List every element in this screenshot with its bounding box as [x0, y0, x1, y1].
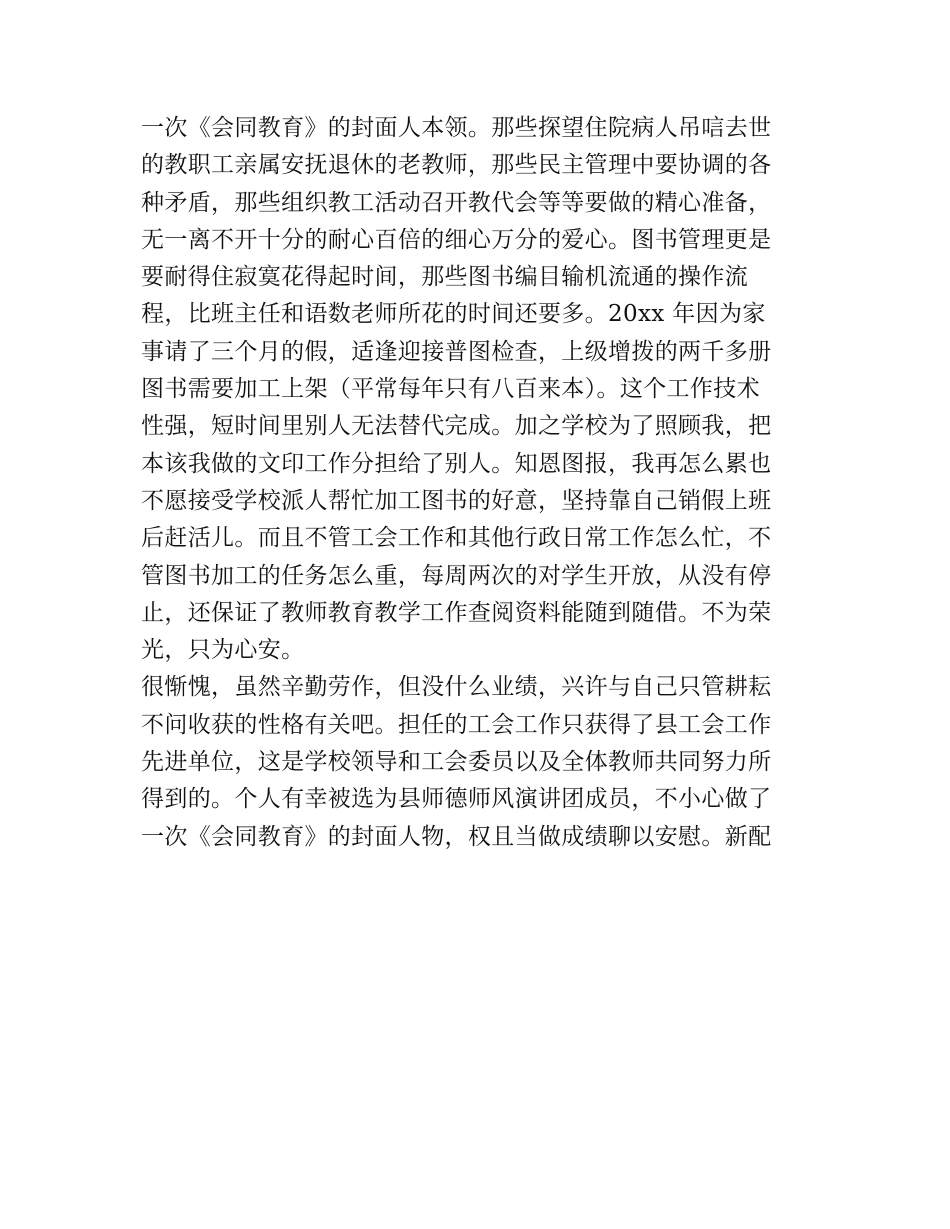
- text-line: 管图书加工的任务怎么重，每周两次的对学生开放，从没有停: [141, 562, 772, 589]
- text-line: 不问收获的性格有关吧。担任的工会工作只获得了县工会工作: [141, 711, 772, 738]
- text-line: 种矛盾，那些组织教工活动召开教代会等等要做的精心准备，: [141, 189, 772, 216]
- paragraph-2: [141, 669, 821, 855]
- text-line: 一次《会同教育》的封面人物，权且当做成绩聊以安慰。新配: [141, 823, 772, 850]
- text-line: 本该我做的文印工作分担给了别人。知恩图报，我再怎么累也: [141, 450, 772, 477]
- text-line: 止，还保证了教师教育教学工作查阅资料能随到随借。不为荣: [141, 599, 772, 626]
- text-line: 不愿接受学校派人帮忙加工图书的好意，坚持靠自己销假上班: [141, 487, 772, 514]
- paragraph-1: [141, 110, 821, 669]
- text-line: 图书需要加工上架（平常每年只有八百来本）。这个工作技术: [141, 376, 760, 403]
- text-line: 得到的。个人有幸被选为县师德师风演讲团成员，不小心做了: [141, 786, 772, 813]
- text-line: 事请了三个月的假，适逢迎接普图检查，上级增拨的两千多册: [141, 338, 772, 365]
- text-line: 光，只为心安。: [141, 637, 305, 664]
- text-line: 要耐得住寂寞花得起时间，那些图书编目输机流通的操作流: [141, 264, 749, 291]
- text-line: 先进单位，这是学校领导和工会委员以及全体教师共同努力所: [141, 749, 772, 776]
- text-line: 一次《会同教育》的封面人本领。那些探望住院病人吊唁去世: [141, 115, 772, 141]
- text-line: 程，比班主任和语数老师所花的时间还要多。20xx 年因为家: [141, 301, 766, 328]
- text-line: 后赶活儿。而且不管工会工作和其他行政日常工作怎么忙，不: [141, 525, 772, 552]
- text-line: 无一离不开十分的耐心百倍的细心万分的爱心。图书管理更是: [141, 226, 772, 253]
- text-line: 很惭愧，虽然辛勤劳作，但没什么业绩，兴许与自己只管耕耘: [141, 674, 772, 701]
- text-line: 性强，短时间里别人无法替代完成。加之学校为了照顾我，把: [141, 413, 772, 440]
- body-text: [141, 110, 821, 856]
- text-line: 的教职工亲属安抚退休的老教师，那些民主管理中要协调的各: [141, 152, 772, 179]
